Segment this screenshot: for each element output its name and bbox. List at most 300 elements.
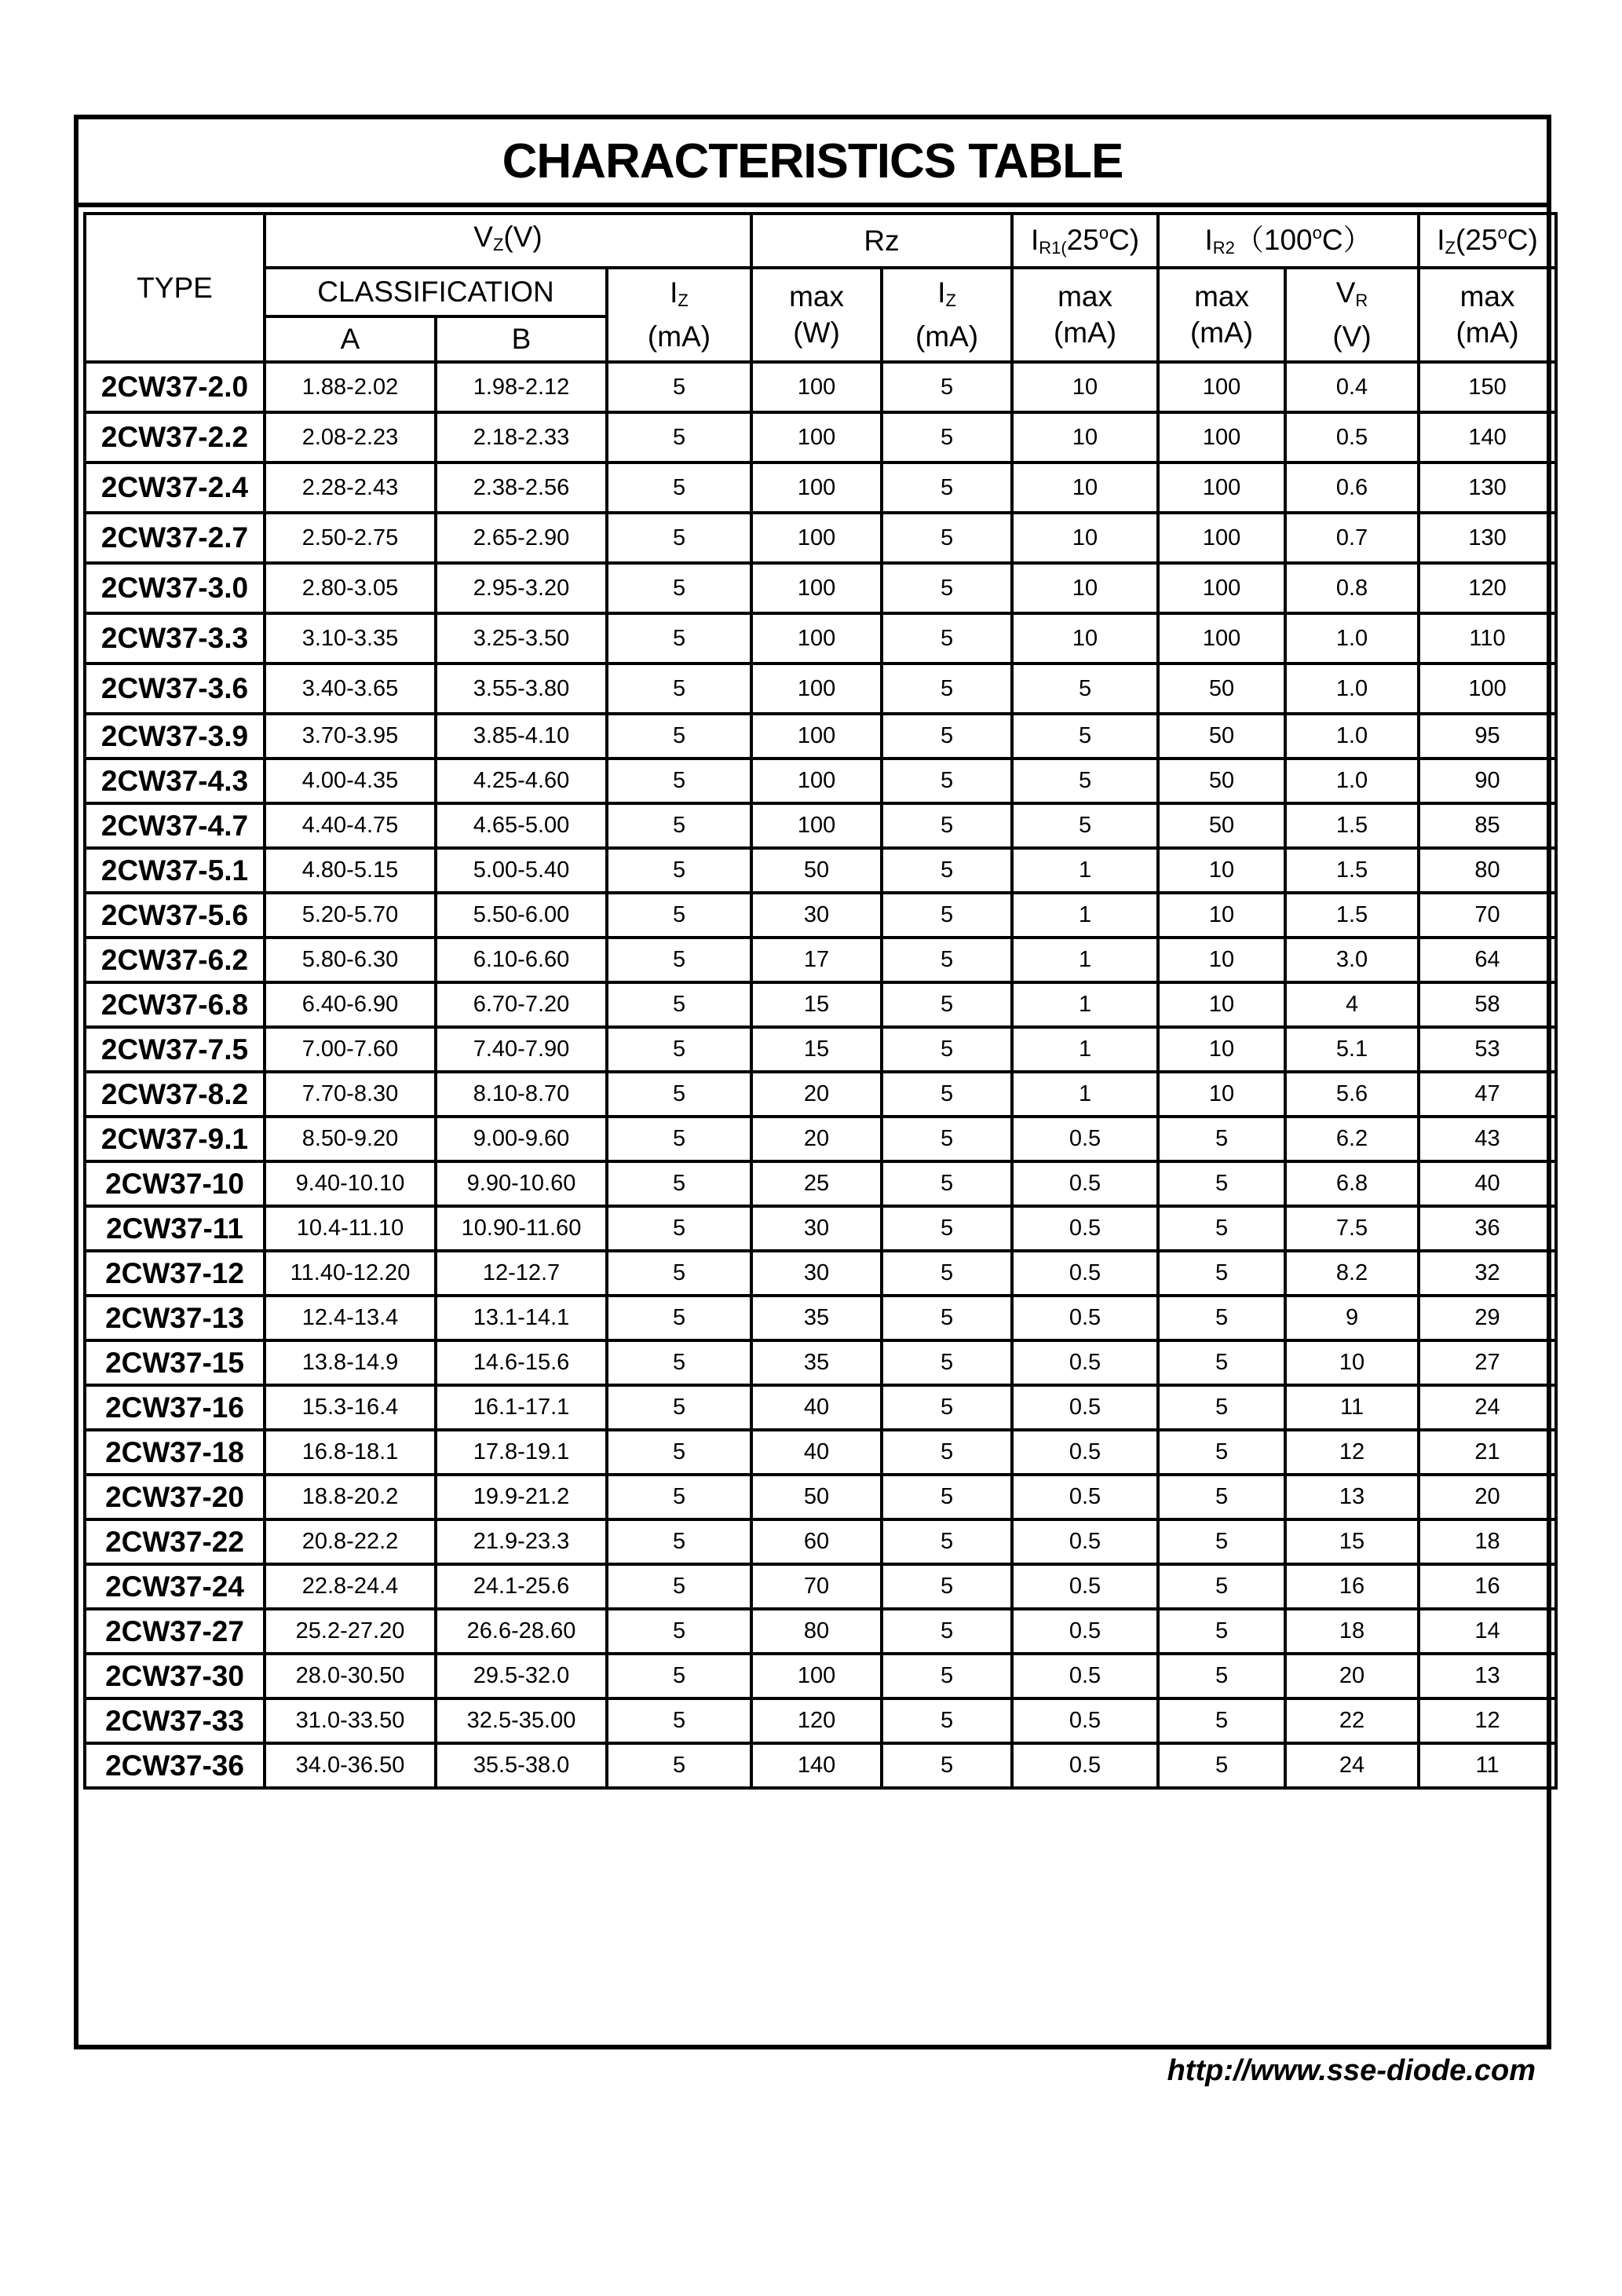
cell-class-b: 1.98-2.12 (436, 362, 607, 412)
cell-ir2-max: 50 (1158, 664, 1285, 714)
cell-rz-iz: 5 (882, 563, 1012, 613)
cell-rz-iz: 5 (882, 982, 1012, 1027)
cell-class-a: 7.70-8.30 (265, 1072, 436, 1117)
cell-ir1-max: 10 (1012, 513, 1158, 563)
cell-iz-test: 5 (607, 1609, 751, 1654)
cell-iz-max: 110 (1419, 613, 1556, 664)
cell-iz-test: 5 (607, 938, 751, 982)
cell-vr: 11 (1285, 1385, 1419, 1430)
cell-ir2-max: 5 (1158, 1385, 1285, 1430)
cell-class-b: 2.65-2.90 (436, 513, 607, 563)
cell-ir2-max: 50 (1158, 759, 1285, 803)
cell-iz-test: 5 (607, 1117, 751, 1161)
cell-class-a: 16.8-18.1 (265, 1430, 436, 1475)
table-row (85, 982, 1556, 1027)
cell-iz-test: 5 (607, 1743, 751, 1788)
table-row (85, 1206, 1556, 1251)
cell-ir1-max: 1 (1012, 982, 1158, 1027)
table-row (85, 759, 1556, 803)
cell-vr: 5.1 (1285, 1027, 1419, 1072)
cell-rz-iz: 5 (882, 1117, 1012, 1161)
cell-ir1-max: 0.5 (1012, 1609, 1158, 1654)
table-row (85, 513, 1556, 563)
cell-class-b: 24.1-25.6 (436, 1564, 607, 1609)
cell-iz-max: 130 (1419, 513, 1556, 563)
cell-vr: 6.8 (1285, 1161, 1419, 1206)
cell-vr: 0.4 (1285, 362, 1419, 412)
cell-type: 2CW37-2.0 (85, 362, 265, 412)
cell-vr: 9 (1285, 1296, 1419, 1340)
cell-rz-iz: 5 (882, 893, 1012, 938)
cell-rz-iz: 5 (882, 1519, 1012, 1564)
cell-ir2-max: 100 (1158, 462, 1285, 513)
cell-type: 2CW37-5.1 (85, 848, 265, 893)
header-classification: CLASSIFICATION (265, 268, 607, 316)
cell-class-a: 2.08-2.23 (265, 412, 436, 462)
cell-rz-iz: 5 (882, 462, 1012, 513)
cell-ir2-max: 100 (1158, 513, 1285, 563)
cell-vr: 18 (1285, 1609, 1419, 1654)
cell-rz-max: 40 (751, 1385, 882, 1430)
cell-type: 2CW37-3.0 (85, 563, 265, 613)
cell-ir2-max: 5 (1158, 1609, 1285, 1654)
cell-class-b: 35.5-38.0 (436, 1743, 607, 1788)
cell-class-a: 8.50-9.20 (265, 1117, 436, 1161)
cell-iz-test: 5 (607, 1296, 751, 1340)
cell-class-a: 4.00-4.35 (265, 759, 436, 803)
cell-class-a: 9.40-10.10 (265, 1161, 436, 1206)
cell-iz-max: 90 (1419, 759, 1556, 803)
header-rz-max: max (W) (751, 268, 882, 362)
cell-ir1-max: 10 (1012, 412, 1158, 462)
table-row (85, 462, 1556, 513)
cell-type: 2CW37-13 (85, 1296, 265, 1340)
cell-class-a: 3.70-3.95 (265, 714, 436, 759)
cell-type: 2CW37-9.1 (85, 1117, 265, 1161)
header-ir2-max: max (mA) (1158, 268, 1285, 362)
cell-rz-iz: 5 (882, 1430, 1012, 1475)
cell-rz-max: 100 (751, 462, 882, 513)
table-row (85, 1654, 1556, 1698)
cell-class-b: 5.00-5.40 (436, 848, 607, 893)
cell-rz-max: 100 (751, 613, 882, 664)
cell-class-b: 17.8-19.1 (436, 1430, 607, 1475)
cell-ir2-max: 50 (1158, 714, 1285, 759)
cell-rz-max: 17 (751, 938, 882, 982)
cell-rz-iz: 5 (882, 1475, 1012, 1519)
cell-rz-max: 100 (751, 714, 882, 759)
header-rz-iz: $I_Z$ (mA) (882, 268, 1012, 362)
cell-iz-max: 11 (1419, 1743, 1556, 1788)
cell-type: 2CW37-8.2 (85, 1072, 265, 1117)
table-row (85, 1117, 1556, 1161)
cell-ir1-max: 0.5 (1012, 1161, 1158, 1206)
cell-ir1-max: 5 (1012, 803, 1158, 848)
cell-rz-max: 30 (751, 893, 882, 938)
cell-rz-iz: 5 (882, 1609, 1012, 1654)
cell-vr: 12 (1285, 1430, 1419, 1475)
cell-ir1-max: 1 (1012, 938, 1158, 982)
cell-ir1-max: 10 (1012, 362, 1158, 412)
cell-ir1-max: 0.5 (1012, 1519, 1158, 1564)
cell-class-a: 5.80-6.30 (265, 938, 436, 982)
cell-vr: 16 (1285, 1564, 1419, 1609)
cell-vr: 22 (1285, 1698, 1419, 1743)
table-row (85, 803, 1556, 848)
cell-type: 2CW37-36 (85, 1743, 265, 1788)
cell-class-a: 25.2-27.20 (265, 1609, 436, 1654)
cell-class-b: 4.65-5.00 (436, 803, 607, 848)
header-class-b: B (436, 316, 607, 362)
table-row (85, 848, 1556, 893)
cell-iz-max: 85 (1419, 803, 1556, 848)
cell-iz-max: 27 (1419, 1340, 1556, 1385)
cell-rz-iz: 5 (882, 848, 1012, 893)
cell-rz-iz: 5 (882, 1027, 1012, 1072)
header-iz: $I_Z(25^oC)$ (1419, 214, 1556, 268)
cell-iz-max: 16 (1419, 1564, 1556, 1609)
cell-ir1-max: 10 (1012, 563, 1158, 613)
cell-type: 2CW37-27 (85, 1609, 265, 1654)
cell-ir1-max: 1 (1012, 1072, 1158, 1117)
footer-url: http://www.sse-diode.com (1167, 2054, 1536, 2087)
cell-rz-max: 100 (751, 362, 882, 412)
table-row (85, 362, 1556, 412)
cell-ir2-max: 5 (1158, 1698, 1285, 1743)
cell-iz-max: 13 (1419, 1654, 1556, 1698)
cell-iz-max: 70 (1419, 893, 1556, 938)
cell-class-a: 22.8-24.4 (265, 1564, 436, 1609)
cell-iz-test: 5 (607, 664, 751, 714)
cell-vr: 3.0 (1285, 938, 1419, 982)
header-iz-max: max (mA) (1419, 268, 1556, 362)
cell-ir2-max: 5 (1158, 1519, 1285, 1564)
cell-ir1-max: 5 (1012, 759, 1158, 803)
cell-ir1-max: 0.5 (1012, 1385, 1158, 1430)
cell-rz-iz: 5 (882, 513, 1012, 563)
cell-ir2-max: 5 (1158, 1206, 1285, 1251)
cell-ir2-max: 10 (1158, 1072, 1285, 1117)
cell-iz-test: 5 (607, 1027, 751, 1072)
cell-rz-iz: 5 (882, 412, 1012, 462)
cell-type: 2CW37-7.5 (85, 1027, 265, 1072)
cell-ir1-max: 10 (1012, 462, 1158, 513)
cell-class-a: 4.80-5.15 (265, 848, 436, 893)
cell-vr: 1.0 (1285, 759, 1419, 803)
cell-vr: 24 (1285, 1743, 1419, 1788)
cell-iz-test: 5 (607, 1340, 751, 1385)
cell-class-b: 19.9-21.2 (436, 1475, 607, 1519)
cell-class-b: 2.95-3.20 (436, 563, 607, 613)
cell-class-b: 13.1-14.1 (436, 1296, 607, 1340)
cell-type: 2CW37-18 (85, 1430, 265, 1475)
cell-iz-test: 5 (607, 1698, 751, 1743)
cell-class-b: 6.70-7.20 (436, 982, 607, 1027)
table-row (85, 1430, 1556, 1475)
cell-iz-max: 40 (1419, 1161, 1556, 1206)
cell-rz-iz: 5 (882, 1564, 1012, 1609)
cell-ir2-max: 100 (1158, 412, 1285, 462)
cell-class-b: 26.6-28.60 (436, 1609, 607, 1654)
cell-rz-max: 30 (751, 1206, 882, 1251)
cell-rz-iz: 5 (882, 938, 1012, 982)
cell-vr: 1.5 (1285, 803, 1419, 848)
cell-class-a: 15.3-16.4 (265, 1385, 436, 1430)
table-row (85, 1698, 1556, 1743)
cell-vr: 20 (1285, 1654, 1419, 1698)
cell-iz-max: 21 (1419, 1430, 1556, 1475)
table-row (85, 1251, 1556, 1296)
cell-iz-test: 5 (607, 1206, 751, 1251)
cell-class-b: 2.18-2.33 (436, 412, 607, 462)
cell-ir2-max: 5 (1158, 1296, 1285, 1340)
cell-class-b: 2.38-2.56 (436, 462, 607, 513)
cell-class-a: 7.00-7.60 (265, 1027, 436, 1072)
cell-class-a: 11.40-12.20 (265, 1251, 436, 1296)
cell-iz-max: 120 (1419, 563, 1556, 613)
table-row (85, 714, 1556, 759)
cell-vr: 0.7 (1285, 513, 1419, 563)
cell-class-b: 29.5-32.0 (436, 1654, 607, 1698)
cell-ir1-max: 0.5 (1012, 1430, 1158, 1475)
cell-class-a: 2.80-3.05 (265, 563, 436, 613)
cell-iz-max: 150 (1419, 362, 1556, 412)
cell-iz-max: 18 (1419, 1519, 1556, 1564)
cell-iz-test: 5 (607, 1519, 751, 1564)
cell-rz-max: 15 (751, 1027, 882, 1072)
cell-ir1-max: 0.5 (1012, 1475, 1158, 1519)
cell-rz-max: 100 (751, 412, 882, 462)
cell-iz-test: 5 (607, 462, 751, 513)
cell-vr: 8.2 (1285, 1251, 1419, 1296)
cell-class-a: 20.8-22.2 (265, 1519, 436, 1564)
cell-vr: 6.2 (1285, 1117, 1419, 1161)
cell-rz-max: 20 (751, 1117, 882, 1161)
table-row (85, 1161, 1556, 1206)
cell-iz-test: 5 (607, 412, 751, 462)
cell-ir2-max: 5 (1158, 1161, 1285, 1206)
cell-vr: 13 (1285, 1475, 1419, 1519)
cell-rz-max: 30 (751, 1251, 882, 1296)
cell-vr: 0.6 (1285, 462, 1419, 513)
cell-iz-max: 80 (1419, 848, 1556, 893)
cell-type: 2CW37-33 (85, 1698, 265, 1743)
cell-rz-max: 40 (751, 1430, 882, 1475)
cell-class-b: 6.10-6.60 (436, 938, 607, 982)
cell-iz-max: 47 (1419, 1072, 1556, 1117)
header-vz: $V_Z(V)$ (265, 214, 751, 268)
cell-rz-max: 35 (751, 1296, 882, 1340)
cell-iz-test: 5 (607, 1564, 751, 1609)
cell-type: 2CW37-4.3 (85, 759, 265, 803)
cell-rz-iz: 5 (882, 1161, 1012, 1206)
cell-iz-test: 5 (607, 1251, 751, 1296)
cell-class-a: 5.20-5.70 (265, 893, 436, 938)
cell-iz-max: 12 (1419, 1698, 1556, 1743)
cell-rz-iz: 5 (882, 1654, 1012, 1698)
cell-iz-test: 5 (607, 714, 751, 759)
cell-rz-iz: 5 (882, 362, 1012, 412)
cell-rz-iz: 5 (882, 1206, 1012, 1251)
cell-class-b: 8.10-8.70 (436, 1072, 607, 1117)
cell-iz-test: 5 (607, 893, 751, 938)
cell-ir1-max: 0.5 (1012, 1654, 1158, 1698)
cell-ir1-max: 1 (1012, 848, 1158, 893)
cell-rz-max: 80 (751, 1609, 882, 1654)
cell-ir2-max: 50 (1158, 803, 1285, 848)
cell-ir2-max: 100 (1158, 613, 1285, 664)
cell-type: 2CW37-6.8 (85, 982, 265, 1027)
table-header (85, 214, 1556, 362)
cell-ir2-max: 100 (1158, 362, 1285, 412)
cell-ir2-max: 10 (1158, 893, 1285, 938)
cell-rz-max: 20 (751, 1072, 882, 1117)
cell-type: 2CW37-5.6 (85, 893, 265, 938)
cell-vr: 1.0 (1285, 714, 1419, 759)
cell-ir1-max: 0.5 (1012, 1698, 1158, 1743)
cell-ir1-max: 5 (1012, 714, 1158, 759)
cell-ir1-max: 0.5 (1012, 1117, 1158, 1161)
cell-class-a: 10.4-11.10 (265, 1206, 436, 1251)
cell-ir1-max: 10 (1012, 613, 1158, 664)
cell-vr: 7.5 (1285, 1206, 1419, 1251)
cell-class-a: 2.50-2.75 (265, 513, 436, 563)
cell-class-a: 3.10-3.35 (265, 613, 436, 664)
cell-ir2-max: 5 (1158, 1743, 1285, 1788)
header-ir1-max: max (mA) (1012, 268, 1158, 362)
cell-type: 2CW37-11 (85, 1206, 265, 1251)
cell-type: 2CW37-3.6 (85, 664, 265, 714)
cell-ir1-max: 0.5 (1012, 1206, 1158, 1251)
characteristics-table-frame (74, 115, 1551, 2049)
cell-rz-max: 140 (751, 1743, 882, 1788)
cell-rz-max: 50 (751, 848, 882, 893)
table-row (85, 1519, 1556, 1564)
cell-vr: 0.5 (1285, 412, 1419, 462)
cell-type: 2CW37-2.4 (85, 462, 265, 513)
header-iz-test: $I_Z$ (mA) (607, 268, 751, 362)
cell-rz-iz: 5 (882, 613, 1012, 664)
table-row (85, 412, 1556, 462)
cell-iz-test: 5 (607, 982, 751, 1027)
cell-iz-max: 58 (1419, 982, 1556, 1027)
cell-iz-test: 5 (607, 563, 751, 613)
cell-ir2-max: 5 (1158, 1340, 1285, 1385)
cell-rz-iz: 5 (882, 759, 1012, 803)
cell-vr: 1.5 (1285, 848, 1419, 893)
cell-type: 2CW37-22 (85, 1519, 265, 1564)
cell-class-a: 3.40-3.65 (265, 664, 436, 714)
cell-rz-max: 100 (751, 759, 882, 803)
cell-iz-test: 5 (607, 1385, 751, 1430)
cell-rz-iz: 5 (882, 1340, 1012, 1385)
cell-class-b: 9.00-9.60 (436, 1117, 607, 1161)
cell-ir2-max: 5 (1158, 1430, 1285, 1475)
cell-rz-max: 60 (751, 1519, 882, 1564)
cell-iz-max: 29 (1419, 1296, 1556, 1340)
cell-class-a: 18.8-20.2 (265, 1475, 436, 1519)
cell-iz-test: 5 (607, 848, 751, 893)
cell-class-b: 32.5-35.00 (436, 1698, 607, 1743)
header-ir2: $I_{R2}(100^oC)$ (1158, 214, 1419, 268)
cell-iz-test: 5 (607, 759, 751, 803)
cell-class-a: 2.28-2.43 (265, 462, 436, 513)
cell-rz-iz: 5 (882, 1698, 1012, 1743)
cell-vr: 1.5 (1285, 893, 1419, 938)
cell-rz-iz: 5 (882, 1743, 1012, 1788)
cell-ir2-max: 10 (1158, 1027, 1285, 1072)
table-row (85, 1743, 1556, 1788)
table-row (85, 1027, 1556, 1072)
cell-rz-iz: 5 (882, 1251, 1012, 1296)
cell-ir2-max: 5 (1158, 1117, 1285, 1161)
cell-vr: 1.0 (1285, 613, 1419, 664)
cell-rz-max: 100 (751, 1654, 882, 1698)
cell-vr: 5.6 (1285, 1072, 1419, 1117)
cell-type: 2CW37-2.2 (85, 412, 265, 462)
cell-ir1-max: 0.5 (1012, 1340, 1158, 1385)
cell-vr: 4 (1285, 982, 1419, 1027)
cell-rz-iz: 5 (882, 1385, 1012, 1430)
cell-ir1-max: 1 (1012, 1027, 1158, 1072)
cell-type: 2CW37-4.7 (85, 803, 265, 848)
cell-class-a: 1.88-2.02 (265, 362, 436, 412)
header-class-a: A (265, 316, 436, 362)
cell-class-b: 3.25-3.50 (436, 613, 607, 664)
table-title: CHARACTERISTICS TABLE (79, 119, 1547, 207)
cell-iz-max: 130 (1419, 462, 1556, 513)
cell-vr: 15 (1285, 1519, 1419, 1564)
cell-class-b: 10.90-11.60 (436, 1206, 607, 1251)
cell-iz-max: 14 (1419, 1609, 1556, 1654)
table-row (85, 563, 1556, 613)
cell-iz-max: 53 (1419, 1027, 1556, 1072)
cell-ir2-max: 10 (1158, 982, 1285, 1027)
table-row (85, 664, 1556, 714)
cell-class-a: 6.40-6.90 (265, 982, 436, 1027)
cell-type: 2CW37-3.3 (85, 613, 265, 664)
cell-class-b: 7.40-7.90 (436, 1027, 607, 1072)
cell-rz-max: 50 (751, 1475, 882, 1519)
cell-rz-max: 100 (751, 563, 882, 613)
cell-iz-max: 100 (1419, 664, 1556, 714)
table-row (85, 613, 1556, 664)
cell-class-b: 3.85-4.10 (436, 714, 607, 759)
cell-class-a: 28.0-30.50 (265, 1654, 436, 1698)
cell-class-b: 4.25-4.60 (436, 759, 607, 803)
cell-rz-iz: 5 (882, 803, 1012, 848)
cell-type: 2CW37-24 (85, 1564, 265, 1609)
cell-iz-test: 5 (607, 1654, 751, 1698)
cell-class-b: 21.9-23.3 (436, 1519, 607, 1564)
cell-type: 2CW37-12 (85, 1251, 265, 1296)
table-row (85, 1340, 1556, 1385)
header-rz: Rz (751, 214, 1012, 268)
header-vr: $V_R$ (V) (1285, 268, 1419, 362)
cell-iz-max: 95 (1419, 714, 1556, 759)
cell-class-b: 3.55-3.80 (436, 664, 607, 714)
cell-rz-max: 100 (751, 664, 882, 714)
cell-ir1-max: 0.5 (1012, 1251, 1158, 1296)
cell-iz-test: 5 (607, 613, 751, 664)
cell-class-a: 13.8-14.9 (265, 1340, 436, 1385)
cell-rz-max: 25 (751, 1161, 882, 1206)
cell-ir2-max: 5 (1158, 1251, 1285, 1296)
table-row (85, 1072, 1556, 1117)
cell-vr: 1.0 (1285, 664, 1419, 714)
cell-class-a: 31.0-33.50 (265, 1698, 436, 1743)
table-row (85, 893, 1556, 938)
